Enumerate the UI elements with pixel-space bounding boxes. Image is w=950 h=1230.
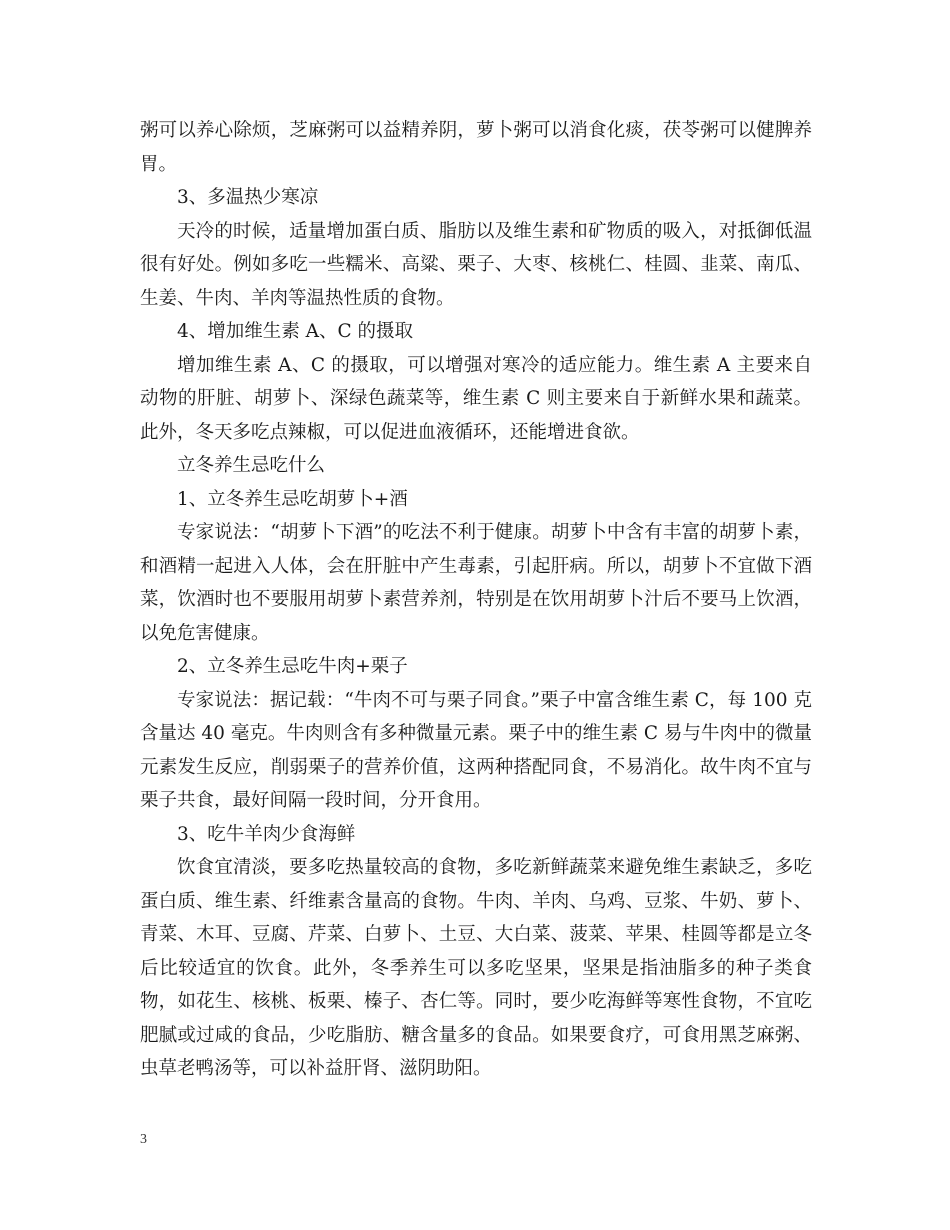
paragraph-warm-foods: 天冷的时候，适量增加蛋白质、脂肪以及维生素和矿物质的吸入，对抵御低温很有好处。例如多吃一些糯米、高粱、栗子、大枣、核桃仁、桂圆、韭菜、南瓜、生姜、牛肉、羊肉等温热性质的食物。 [140, 220, 812, 309]
section-heading-foods-to-avoid: 立冬养生忌吃什么 [177, 455, 326, 476]
section-heading-beef-chestnut: 2、立冬养生忌吃牛肉+栗子 [177, 656, 408, 677]
paragraph-carrot-wine: 专家说法：“胡萝卜下酒”的吃法不利于健康。胡萝卜中含有丰富的胡萝卜素，和酒精一起进入人体，会在肝脏中产生毒素，引起肝病。所以，胡萝卜不宜做下酒菜，饮酒时也不要服用胡萝卜素营养剂，特别是在饮用胡萝卜汁后不要马上饮酒，以免危害健康。 [140, 522, 812, 644]
section-heading-vitamins: 4、增加维生素 A、C 的摄取 [177, 321, 414, 342]
section-heading-carrot-wine: 1、立冬养生忌吃胡萝卜+酒 [177, 488, 408, 510]
page-number: 3 [140, 1132, 147, 1147]
paragraph-beef-chestnut: 专家说法：据记载：“牛肉不可与栗子同食。”栗子中富含维生素 C，每 100 克含量达 40 毫克。牛肉则含有多种微量元素。栗子中的维生素 C 易与牛肉中的微量元素发生反应，削弱栗子的营养价值，这两种搭配同食，不易消化。故牛肉不宜与栗子共食，最好间隔一段时间，分开食用。 [140, 689, 812, 811]
paragraph-congee-benefits: 粥可以养心除烦，芝麻粥可以益精养阴，萝卜粥可以消食化痰，茯苓粥可以健脾养胃。 [140, 120, 812, 175]
paragraph-meat-seafood: 饮食宜清淡，要多吃热量较高的食物，多吃新鲜蔬菜来避免维生素缺乏，多吃蛋白质、维生素、纤维素含量高的食物。牛肉、羊肉、乌鸡、豆浆、牛奶、萝卜、青菜、木耳、豆腐、芹菜、白萝卜、土豆、大白菜、菠菜、苹果、桂圆等都是立冬后比较适宜的饮食。此外，冬季养生可以多吃坚果，坚果是指油脂多的种子类食物，如花生、核桃、板栗、榛子、杏仁等。同时，要少吃海鲜等寒性食物，不宜吃肥腻或过咸的食品，少吃脂肪、糖含量多的食品。如果要食疗，可食用黑芝麻粥、虫草老鸭汤等，可以补益肝肾、滋阴助阳。 [140, 857, 812, 1079]
paragraph-vitamins: 增加维生素 A、C 的摄取，可以增强对寒冷的适应能力。维生素 A 主要来自动物的肝脏、胡萝卜、深绿色蔬菜等，维生素 C 则主要来自于新鲜水果和蔬菜。此外，冬天多吃点辣椒，可以促进血液循环，还能增进食欲。 [140, 354, 812, 443]
section-heading-meat-seafood: 3、吃牛羊肉少食海鲜 [177, 823, 356, 845]
document-body [140, 114, 812, 1086]
section-heading-warm-foods: 3、多温热少寒凉 [177, 187, 319, 208]
